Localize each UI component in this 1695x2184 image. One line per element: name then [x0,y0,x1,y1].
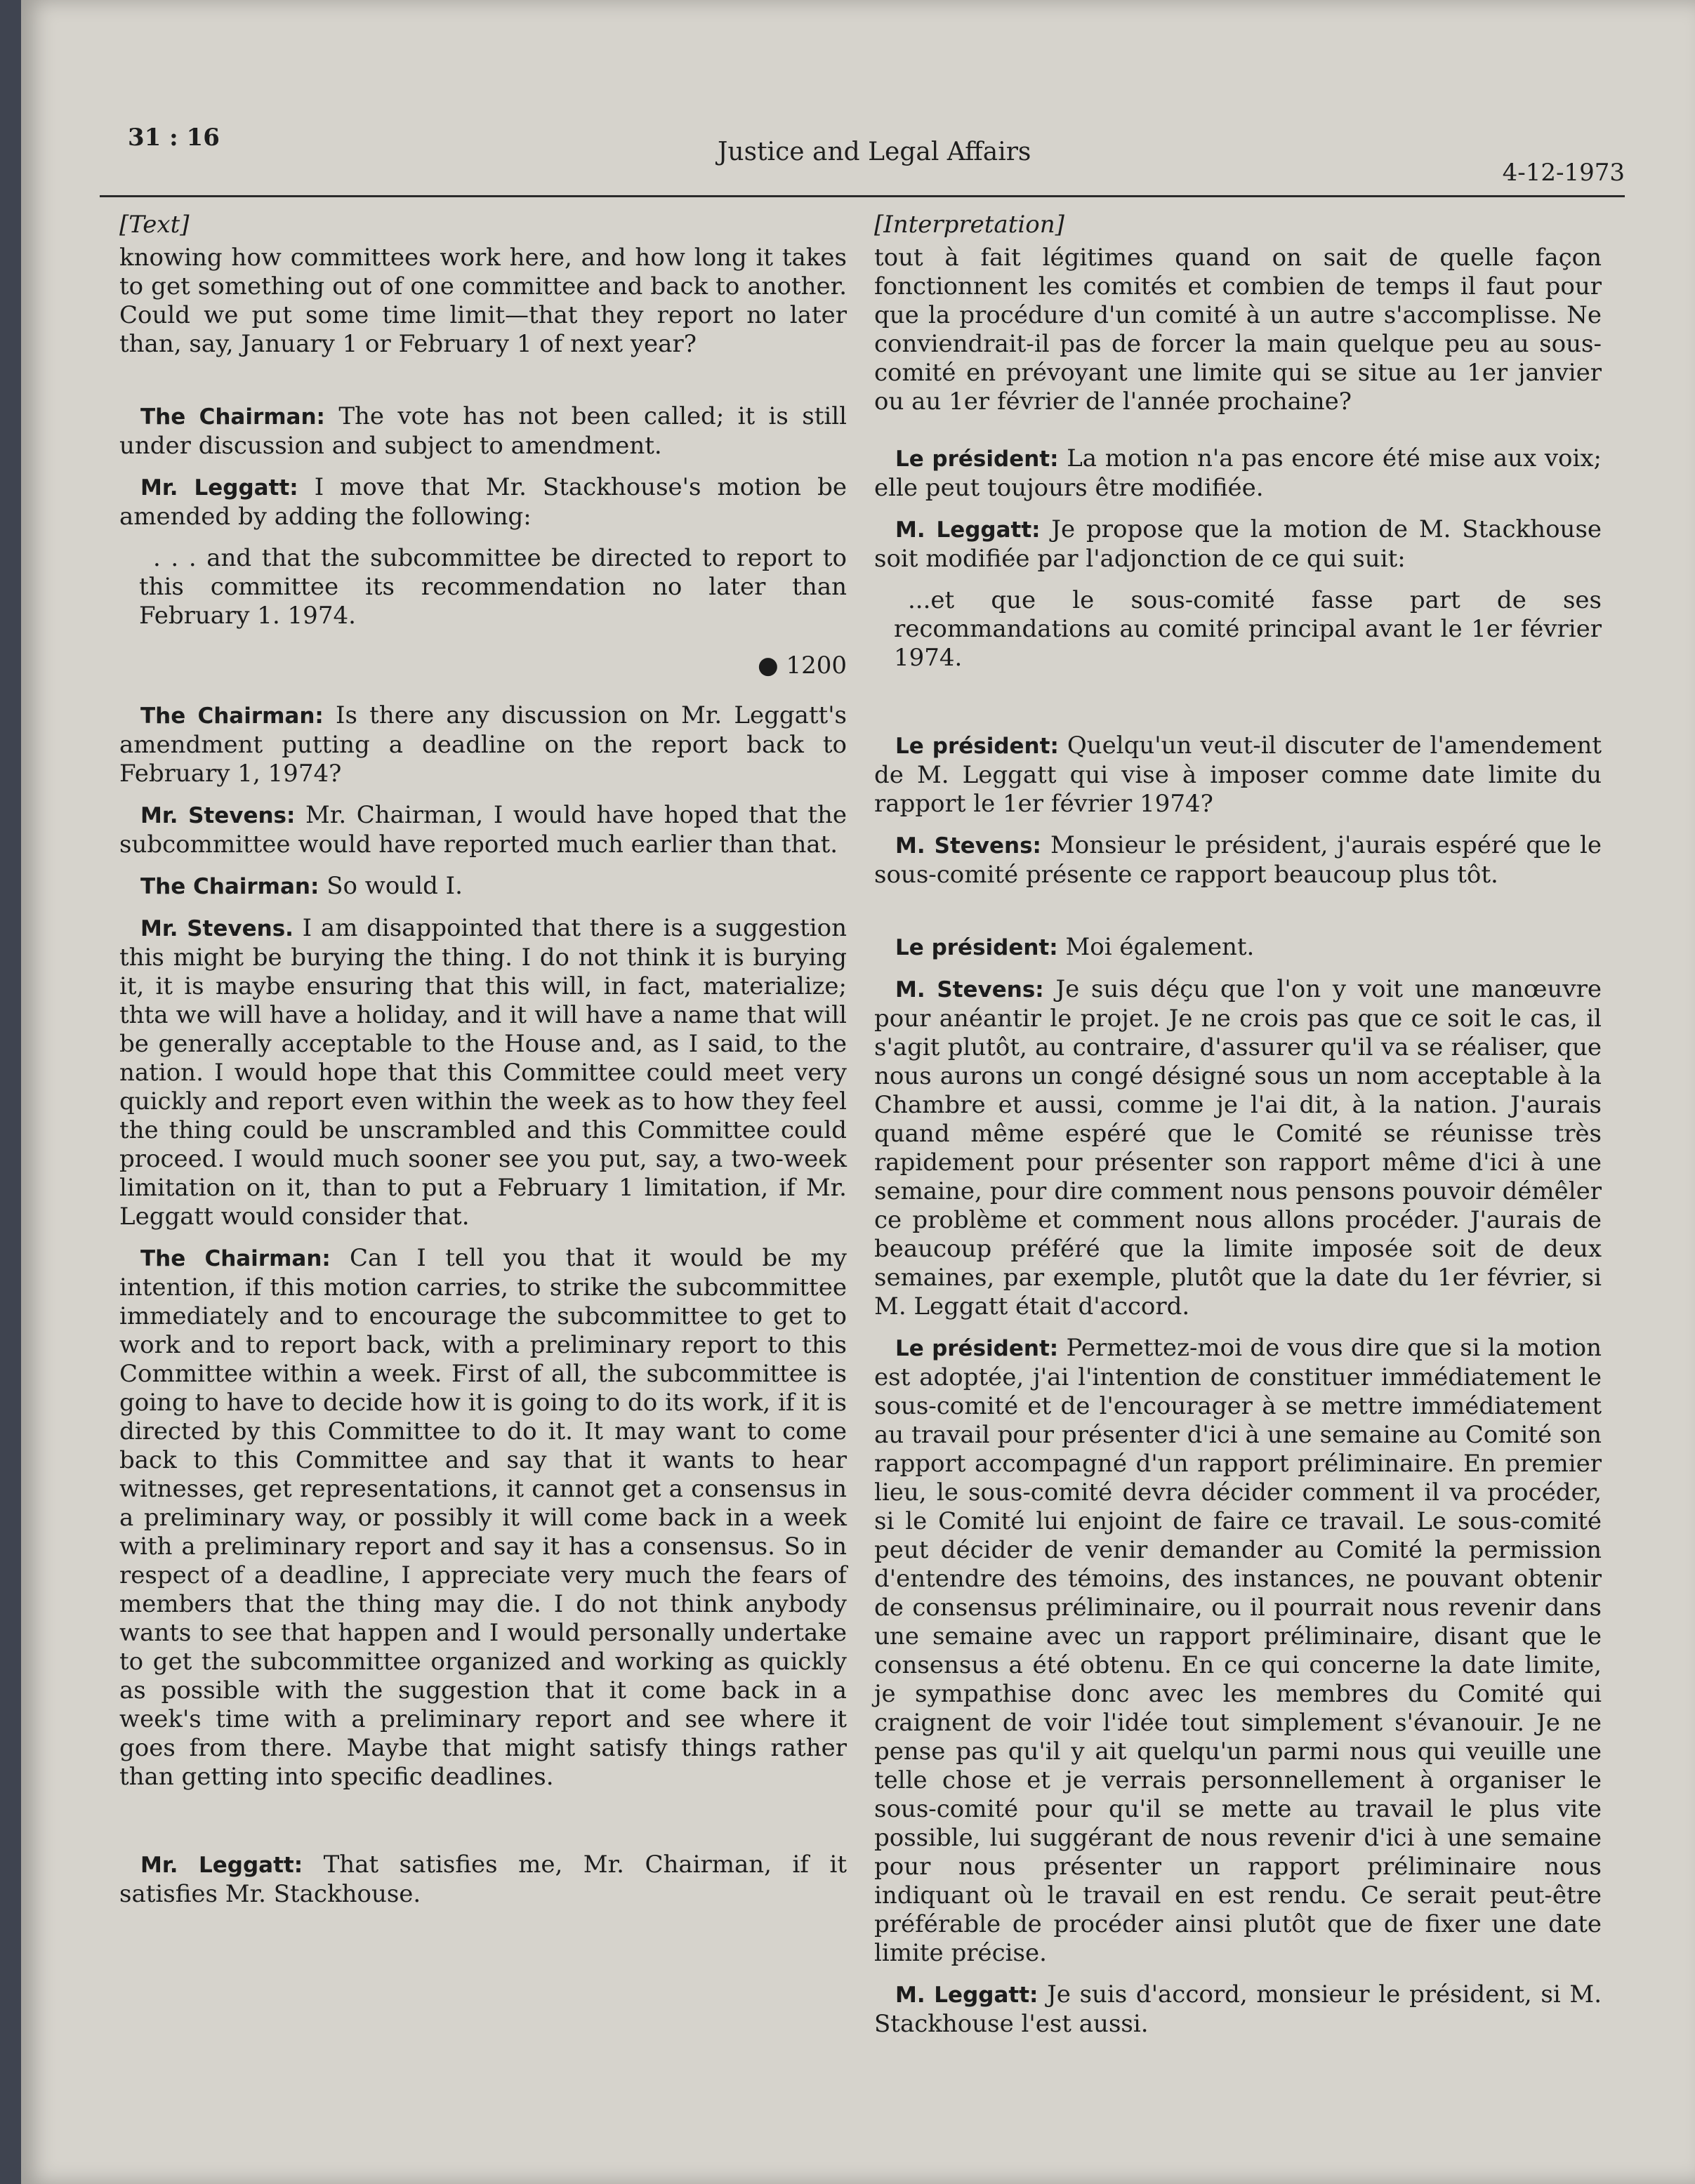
speaker-name: The Chairman: [140,404,325,430]
paragraph [119,402,847,461]
speech-text: Mr. Chairman, I would have hoped that the subcommittee would have reported much earlier than that. [119,801,847,859]
speech-text: Can I tell you that it would be my intention, if this motion carries, to strike the subcommittee immediately and to encourage the subcommittee to get to work and to report back, with a preliminary report to this Committee within a week. First of all, the subcommittee is going to have to decide how it is going to do its work, if it is directed by this Committee to do it. It may want to come back to this Committee and say that it wants to hear witnesses, get representations, it cannot get a consensus in a preliminary way, or possibly it will come back in a week with a preliminary report and say it has a consensus. So in respect of a deadline, I appreciate very much the fears of members that the thing may die. I do not think anybody wants to see that happen and I would personally undertake to get the subcommittee organized and working as quickly as possible with the suggestion that it come back in a week's time with a preliminary report and see where it goes from there. Maybe that might satisfy things rather than getting into specific deadlines. [119,1244,848,1791]
interpretation-label: [Interpretation] [874,211,1064,239]
speech-text: I move that Mr. Stackhouse's motion be amended by adding the following: [119,473,848,531]
page-header [100,118,1625,197]
speech-text: That satisfies me, Mr. Chairman, if it satisfies Mr. Stackhouse. [119,1851,847,1908]
speech-text: Je suis déçu que l'on y voit une manœuvre pour anéantir le projet. Je ne crois pas que ce soit le cas, il s'agit plutôt, au contraire, d'assurer qu'il va se réaliser, que nous aurons un congé désigné sous un nom acceptable à la Chambre et aussi, comme je l'ai dit, à la nation. J'aurais quand même espéré que le Comité se réunisse très rapidement pour présenter son rapport même d'ici à une semaine, pour dire comment nous pensons pouvoir démêler ce problème et comment nous allons procéder. J'aurais de beaucoup préféré que la limite imposée soit de deux semaines, par exemple, plutôt que la date du 1er février, si M. Leggatt était d'accord. [874,975,1602,1321]
speaker-name: Mr. Stevens: [140,803,296,828]
speech-text: La motion n'a pas encore été mise aux voix; elle peut toujours être modifiée. [874,444,1602,502]
time-marker: ● 1200 [757,651,847,680]
speech-text: Is there any discussion on Mr. Leggatt's amendment putting a deadline on the report back to February 1, 1974? [119,701,847,788]
speech-text: Permettez-moi de vous dire que si la motion est adoptée, j'ai l'intention de constituer immédiatement le sous-comité et de l'encourager à se mettre immédiatement au travail pour présenter d'ici à une semaine au Comité son rapport accompagné d'un rapport préliminaire. En premier lieu, le sous-comité devra décider comment il va procéder, si le Comité lui enjoint de faire ce travail. Le sous-comité peut décider de venir demander au Comité la permission d'entendre des témoins, des instances, ne pouvant obtenir de consensus préliminaire, ou il pourrait nous revenir dans une semaine avec un rapport préliminaire, disant que le consensus a été obtenu. En ce qui concerne la date limite, je sympathise donc avec les membres du Comité qui craignent de voir l'idée tout simplement s'évanouir. Je ne pense pas qu'il y ait quelqu'un parmi nous qui veuille une telle chose et je verrais personnellement à organiser le sous-comité pour qu'il se mette au travail le plus vite possible, lui suggérant de nous revenir d'ici à une semaine pour nous présenter un rapport préliminaire nous indiquant où le travail en est rendu. Ce serait peut-être préférable de procéder ainsi plutôt que de fixer une date limite précise. [874,1334,1602,1967]
paragraph [874,515,1602,574]
speaker-name: M. Stevens: [895,833,1041,859]
speech-text: Je propose que la motion de M. Stackhouse soit modifiée par l'adjonction de ce qui suit: [874,515,1602,573]
speaker-name: Le président: [895,446,1059,472]
speaker-name: Mr. Stevens. [140,916,294,941]
speech-text: Quelqu'un veut-il discuter de l'amendement de M. Leggatt qui vise à imposer comme date limite du rapport le 1er février 1974? [874,732,1602,818]
speech-text: So would I. [327,872,463,900]
paragraph [119,701,847,788]
speech-text: I am disappointed that there is a suggestion this might be burying the thing. I do not think it is burying it, it is maybe ensuring that this will, in fact, materialize; thta we will have a holiday, and it will have a name that will be generally acceptable to the House and, as I said, to the nation. I would hope that this Committee could meet very quickly and report even within the week as to how they feel the thing could be unscrambled and this Committee could proceed. I would much sooner see you put, say, a two-week limitation on it, than to put a February 1 limitation, if Mr. Leggatt would consider that. [119,914,847,1231]
english-column [119,211,847,1921]
speech-text: Je suis d'accord, monsieur le président, si M. Stackhouse l'est aussi. [874,1980,1602,2038]
speaker-name: Le président: [895,734,1059,759]
paragraph: tout à fait légitimes quand on sait de quelle façon fonctionnent les comités et combien de temps il faut pour que la procédure d'un comité à un autre s'accomplisse. Ne conviendrait-il pas de forcer la main quelque peu au sous-comité en prévoyant une limite qui se situe au 1er janvier ou au 1er février de l'année prochaine? [874,244,1602,416]
document-page [21,0,1695,2184]
french-column [874,211,1602,2051]
speaker-name: The Chairman: [140,1246,331,1271]
speech-text: Moi également. [1065,933,1255,961]
paragraph [874,444,1602,503]
speaker-name: The Chairman: [140,703,324,729]
header-date: 4-12-1973 [1502,159,1625,187]
text-label: [Text] [119,211,190,239]
speaker-name: Le président: [895,935,1058,960]
paragraph [874,933,1602,962]
speaker-name: M. Leggatt: [895,1983,1038,2008]
paragraph [119,872,847,901]
paragraph: knowing how committees work here, and how long it takes to get something out of one committee and back to another. Could we put some time limit—that they report no later than, say, January 1 or February 1 of next year? [119,244,847,358]
speaker-name: The Chairman: [140,874,319,899]
paragraph [874,831,1602,889]
speaker-name: M. Leggatt: [895,517,1041,543]
paragraph [119,1851,847,1909]
speaker-name: Le président: [895,1336,1059,1361]
paragraph [119,473,847,531]
paragraph [119,914,847,1231]
paragraph [874,1334,1602,1968]
speaker-name: M. Stevens: [895,977,1044,1002]
paragraph [874,975,1602,1321]
speaker-name: Mr. Leggatt: [140,475,298,501]
quoted-amendment: ...et que le sous-comité fasse part de ses recommandations au comité principal avant le 1er février 1974. [894,586,1602,672]
speaker-name: Mr. Leggatt: [140,1853,303,1878]
speech-text: Monsieur le président, j'aurais espéré que le sous-comité présente ce rapport beaucoup plus tôt. [874,831,1602,889]
page-number: 31 : 16 [128,124,220,152]
paragraph [119,1244,847,1792]
quoted-amendment: . . . and that the subcommittee be directed to report to this committee its recommendation no later than February 1. 1974. [139,544,847,630]
paragraph [874,1980,1602,2039]
running-title: Justice and Legal Affairs [718,138,1031,166]
paragraph [119,801,847,859]
paragraph [874,732,1602,819]
speech-text: The vote has not been called; it is still under discussion and subject to amendment. [119,402,847,460]
